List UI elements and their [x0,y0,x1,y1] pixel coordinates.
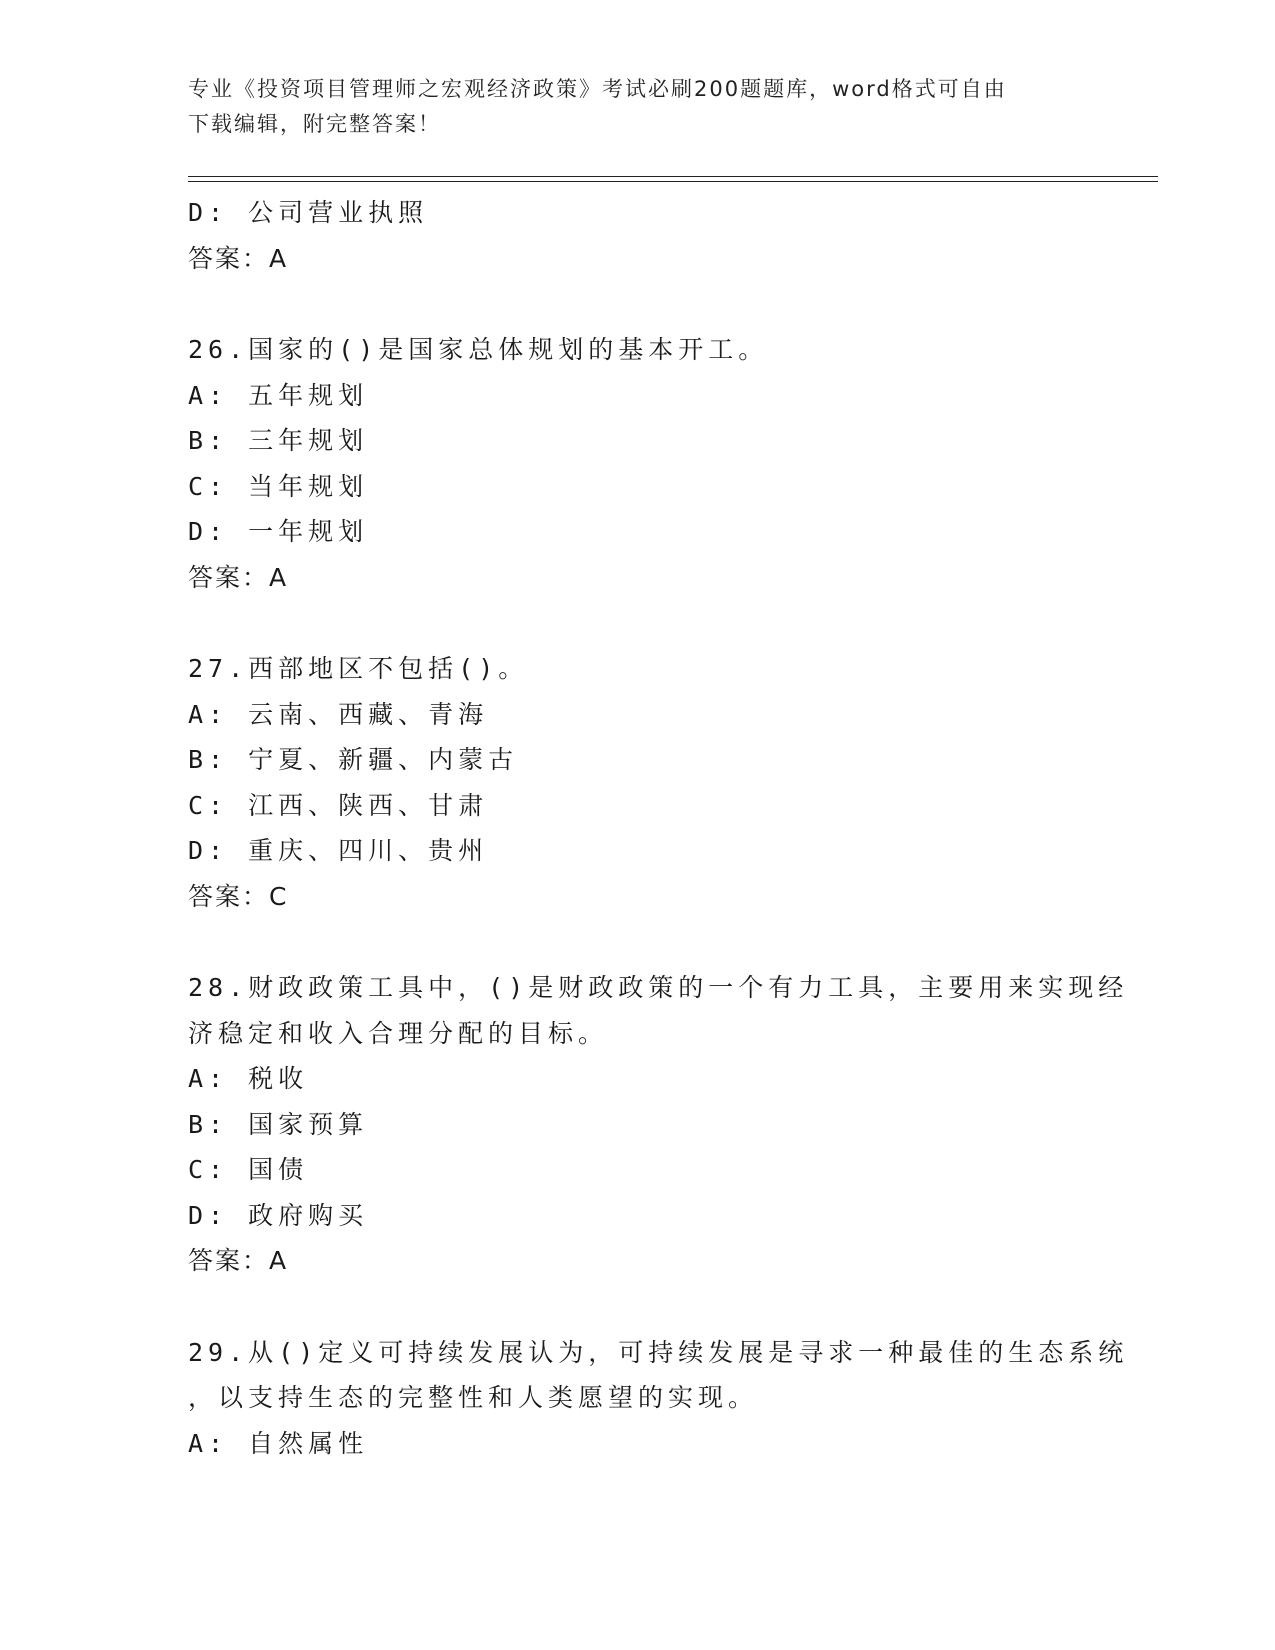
answer: 答案：C [188,881,289,911]
question-stem-line-1: 28.财政政策工具中，()是财政政策的一个有力工具，主要用来实现经 [188,973,1129,1002]
document-header [188,72,1088,142]
option-a: A: 五年规划 [188,380,369,410]
option-a: A: 云南、西藏、青海 [188,699,489,729]
question-25 [188,190,1088,281]
option-a: A: 税收 [188,1064,309,1093]
option-d: D: 公司营业执照 [188,198,429,227]
header-line-1: 专业《投资项目管理师之宏观经济政策》考试必刷200题题库，word格式可自由 [188,77,1007,101]
question-stem-line-2: ，以支持生态的完整性和人类愿望的实现。 [188,1383,759,1412]
option-c: C: 国债 [188,1155,309,1184]
option-c: C: 当年规划 [188,471,369,501]
option-d: D: 重庆、四川、贵州 [188,836,489,865]
question-26 [188,327,1088,600]
answer: 答案：A [188,562,289,592]
option-a: A: 自然属性 [188,1428,369,1458]
question-stem: 26.国家的()是国家总体规划的基本开工。 [188,335,769,364]
question-list [188,190,1129,1466]
answer: 答案：A [188,243,289,273]
question-27 [188,646,1088,919]
question-28 [188,965,1129,1284]
question-29 [188,1330,1129,1467]
option-b: B: 宁夏、新疆、内蒙古 [188,745,519,774]
header-line-2: 下载编辑，附完整答案！ [188,112,441,136]
question-stem-line-1: 29.从()定义可持续发展认为，可持续发展是寻求一种最佳的生态系统 [188,1337,1129,1367]
option-d: D: 政府购买 [188,1200,369,1230]
header-rule-bottom [188,181,1158,182]
option-c: C: 江西、陕西、甘肃 [188,790,489,820]
option-b: B: 三年规划 [188,426,369,455]
option-b: B: 国家预算 [188,1109,369,1139]
option-d: D: 一年规划 [188,517,369,546]
header-rule-top [188,176,1158,177]
answer: 答案：A [188,1246,289,1275]
question-stem-line-2: 济稳定和收入合理分配的目标。 [188,1018,609,1048]
question-stem: 27.西部地区不包括()。 [188,654,529,683]
